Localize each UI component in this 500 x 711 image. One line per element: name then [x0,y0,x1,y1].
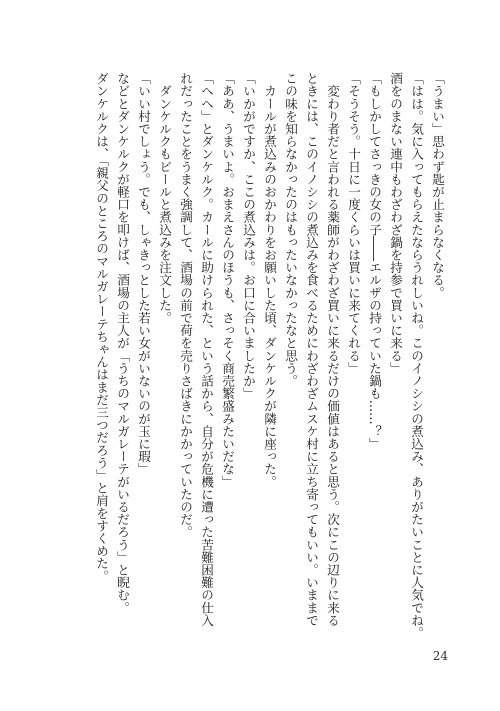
text-line: 「いかがですか、ここの煮込みは。お口に合いましたか」 [241,72,256,400]
text-line: 「ああ、うまいよ。おまえさんのほうも、さっそく商売繁盛みたいだな」 [220,72,235,488]
text-line: れだったことをうまく強調して、酒場の前で荷を売りさばきにかかっていたのだ。 [178,72,193,539]
text-line: 「はは。気に入ってもらえたならうれしいね。このイノシシの煮込み、ありがたいことに人気でね。 [409,72,424,639]
text-line: 「もしかしてさっきの女の子――エルザの持っていた鍋も……？」 [367,72,382,450]
text-line: この味を知らなかったのはもったいなかったなと思う。 [283,72,298,387]
text-line: 「へへ」とダンケルク。カールに助けられた、という話から、自分が危機に遭った苦難困難の仕入 [199,72,214,627]
text-line: 「そうそう。十日に一度くらいは買いに来てくれる」 [346,72,361,375]
text-line: ときには、このイノシシの煮込みを食べるためにわざわざムスケ村に立ち寄ってもいい。いままで [304,72,319,627]
text-line: などとダンケルクが軽口を叩けば、酒場の主人が「うちのマルガレーテがいるだろう」と睨む。 [115,72,130,614]
vertical-text-body [48,72,448,644]
text-line: カールが煮込みのおかわりをお願いした頃、ダンケルクが隣に座った。 [262,72,277,488]
text-line: 酒をのまない連中もわざわざ鍋を持参で買いに来る」 [388,72,403,375]
text-line: ダンケルクは、「親父のところのマルガレーテちゃんはまだ三つだろう」と肩をすくめた。 [94,72,109,583]
text-line: 変わり者だと言われる薬師がわざわざ買いに来るだけの価値はあると思う。次にこの辺りに来る [325,72,340,627]
text-line: 「うまい」思わず匙が止まらなくなる。 [430,72,445,299]
page-number: 24 [432,649,448,663]
text-line: ダンケルクもビールと煮込みを注文した。 [157,72,172,324]
text-line: 「いい村でしょう。でも、しゃきっとした若い女がいないのが玉に瑕」 [136,72,151,476]
